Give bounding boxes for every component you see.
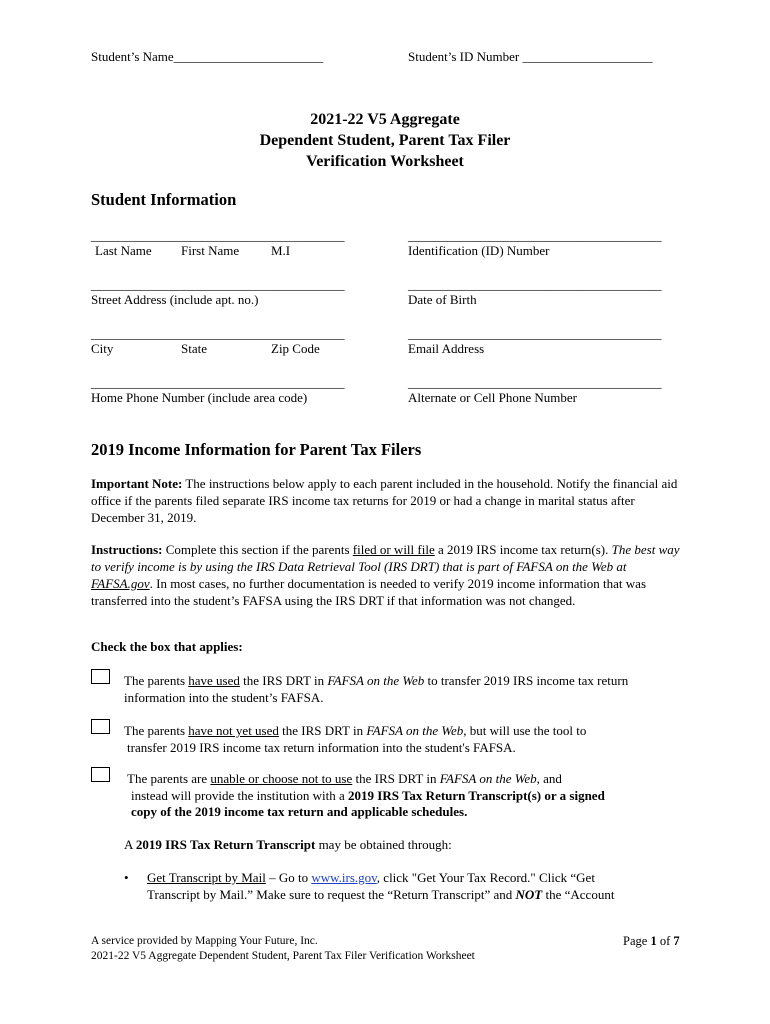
street-address-label: Street Address (include apt. no.) xyxy=(91,292,259,307)
option3-line2 xyxy=(131,787,605,804)
option1-checkbox[interactable] xyxy=(91,669,110,684)
option3-line3: copy of the 2019 income tax return and applicable schedules. xyxy=(131,804,468,819)
field-rule: _______________________________________ xyxy=(91,277,345,292)
bullet1-text: , click "Get Your Tax Record." Click “Get xyxy=(376,870,595,885)
instructions-text: a 2019 IRS income tax return(s). xyxy=(437,542,609,557)
option1-text: to transfer 2019 IRS income tax return xyxy=(427,673,629,688)
bullet1-line1 xyxy=(147,869,595,886)
first-name-label: First Name xyxy=(181,243,240,258)
get-transcript-link[interactable]: Get Transcript by Mail xyxy=(147,870,266,885)
bullet1-line2 xyxy=(147,886,614,903)
footer-doc-name: 2021-22 V5 Aggregate Dependent Student, Parent Tax Filer Verification Worksheet xyxy=(91,950,475,962)
transcript-bold: 2019 IRS Tax Return Transcript xyxy=(135,837,316,852)
field-rule: _______________________________________ xyxy=(408,326,662,341)
option1-line2: information into the student’s FAFSA. xyxy=(124,690,324,705)
student-name-field: Student’s Name_______________________ xyxy=(91,49,324,64)
bullet-icon: • xyxy=(124,870,129,885)
option2-italic: FAFSA on the Web xyxy=(366,723,464,738)
page-of: of xyxy=(659,934,671,948)
instructions-italic: The best way to verify income is by using the IRS Data Retrieval Tool (IRS DRT) that is part of FAFSA on the Web at xyxy=(91,542,680,574)
field-rule: _______________________________________ xyxy=(408,375,662,390)
page-total: 7 xyxy=(673,934,680,948)
option1-text: The parents xyxy=(124,673,186,688)
transcript-text: may be obtained through: xyxy=(318,837,452,852)
cell-phone-label: Alternate or Cell Phone Number xyxy=(408,390,577,405)
check-box-label: Check the box that applies: xyxy=(91,639,243,654)
option3-text: instead will provide the institution with a xyxy=(131,788,345,803)
option3-checkbox[interactable] xyxy=(91,767,110,782)
page-title-line3: Verification Worksheet xyxy=(306,153,464,170)
option1-line1 xyxy=(124,672,628,689)
option2-text: , but will use the tool to xyxy=(463,723,587,738)
option1-text: the IRS DRT in xyxy=(243,673,325,688)
option3-underline: unable or choose not to use xyxy=(210,771,353,786)
field-rule: _______________________________________ xyxy=(408,277,662,292)
instructions-underline: filed or will file xyxy=(352,542,435,557)
last-name-label: Last Name xyxy=(95,243,152,258)
field-rule: _______________________________________ xyxy=(91,228,345,243)
irs-gov-link[interactable]: www.irs.gov xyxy=(311,870,377,885)
date-of-birth-label: Date of Birth xyxy=(408,292,477,307)
page-current: 1 xyxy=(650,934,657,948)
bullet1-text: Transcript by Mail.” Make sure to request the “Return Transcript” and xyxy=(147,887,513,902)
middle-initial-label: M.I xyxy=(271,243,291,258)
city-label: City xyxy=(91,341,114,356)
option3-text: The parents are xyxy=(127,771,208,786)
option1-italic: FAFSA on the Web xyxy=(327,673,425,688)
student-id-field: Student’s ID Number ____________________ xyxy=(408,49,653,64)
email-address-label: Email Address xyxy=(408,341,485,356)
important-note-label: Important Note: xyxy=(91,476,183,491)
option2-checkbox[interactable] xyxy=(91,719,110,734)
option3-text: the IRS DRT in xyxy=(355,771,437,786)
home-phone-label: Home Phone Number (include area code) xyxy=(91,390,308,405)
page-number xyxy=(623,934,680,949)
option3-italic: FAFSA on the Web xyxy=(439,771,537,786)
page-title-line2: Dependent Student, Parent Tax Filer xyxy=(259,132,511,149)
student-info-heading: Student Information xyxy=(91,190,237,209)
option3-bold: 2019 IRS Tax Return Transcript(s) or a signed xyxy=(348,788,605,803)
transcript-line xyxy=(124,836,452,853)
bullet1-text: – Go to xyxy=(269,870,309,885)
option2-underline: have not yet used xyxy=(188,723,279,738)
instructions-label: Instructions: xyxy=(91,542,163,557)
id-number-label: Identification (ID) Number xyxy=(408,243,550,258)
important-note-text: The instructions below apply to each parent included in the household. Notify the financial aid office if the parents filed separate IRS income tax returns for 2019 or had a change in marital status after December 31, 2019. xyxy=(91,476,678,525)
option2-line2: transfer 2019 IRS income tax return information into the student's FAFSA. xyxy=(127,740,516,755)
page-label: Page xyxy=(623,934,648,948)
fafsa-link[interactable]: FAFSA.gov xyxy=(91,576,150,591)
footer-provider: A service provided by Mapping Your Future, Inc. xyxy=(91,935,318,947)
option1-underline: have used xyxy=(188,673,240,688)
zip-code-label: Zip Code xyxy=(271,341,320,356)
option3-line1 xyxy=(127,770,562,787)
page-title-line1: 2021-22 V5 Aggregate xyxy=(310,111,460,128)
important-note xyxy=(91,475,691,526)
instructions xyxy=(91,541,691,609)
bullet1-bold-italic: NOT xyxy=(515,887,543,902)
field-rule: _______________________________________ xyxy=(91,326,345,341)
transcript-text: A xyxy=(124,837,133,852)
option2-text: The parents xyxy=(124,723,186,738)
state-label: State xyxy=(181,341,207,356)
income-heading: 2019 Income Information for Parent Tax Filers xyxy=(91,440,422,459)
option2-text: the IRS DRT in xyxy=(282,723,364,738)
field-rule: _______________________________________ xyxy=(408,228,662,243)
instructions-text: Complete this section if the parents xyxy=(165,542,350,557)
field-rule: _______________________________________ xyxy=(91,375,345,390)
bullet1-text: the “Account xyxy=(545,887,615,902)
option3-text: , and xyxy=(536,771,562,786)
option2-line1 xyxy=(124,722,586,739)
instructions-text: . In most cases, no further documentation is needed to verify 2019 income information that was transferred into the student’s FAFSA using the IRS DRT if that information was not changed. xyxy=(91,576,647,608)
